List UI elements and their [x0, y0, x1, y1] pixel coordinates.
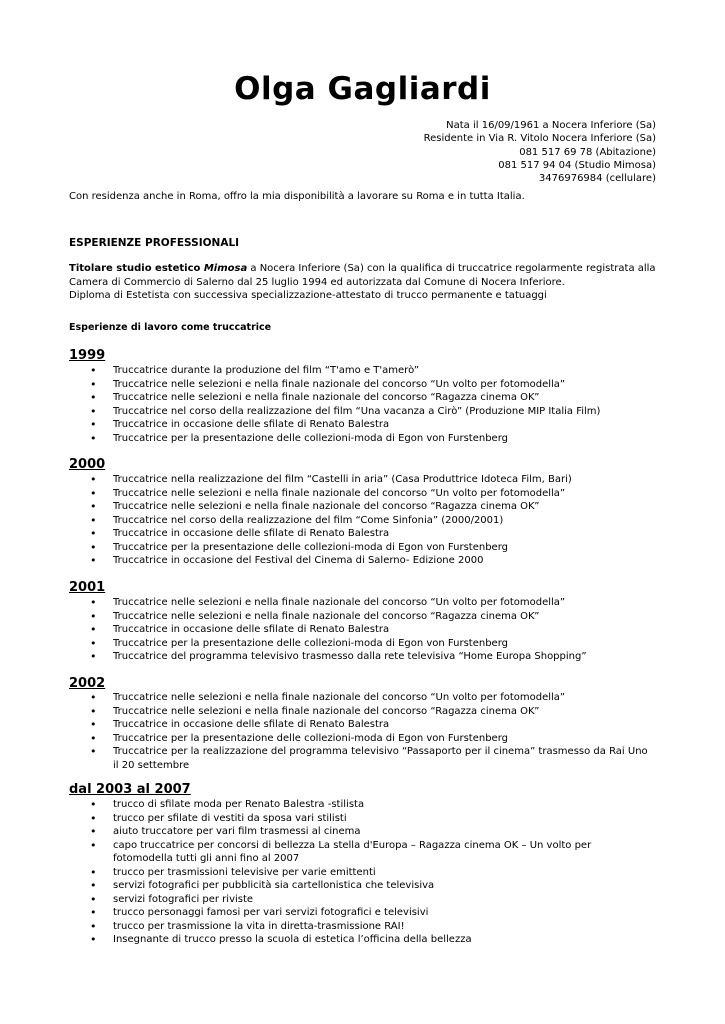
year-heading: 2001 [69, 580, 106, 595]
list-item-text: trucco di sfilate moda per Renato Balestra -stilista [113, 799, 365, 810]
list-item [90, 473, 653, 487]
list-item-text: Insegnante di trucco presso la scuola di estetica l’officina della bellezza [113, 934, 472, 945]
list-item [90, 513, 653, 528]
list-item-text: Truccatrice nelle selezioni e nella finale nazionale del concorso “Ragazza cinema OK” [113, 501, 540, 512]
list-item-text: Truccatrice per la presentazione delle collezioni-moda di Egon von Furstenberg [113, 637, 508, 649]
list-item [90, 636, 653, 651]
contact-block [424, 119, 656, 185]
list-item [90, 704, 653, 719]
bullet-icon: • [90, 865, 97, 879]
bullet-icon: • [90, 404, 97, 418]
bullet-icon: • [90, 473, 97, 486]
list-item [90, 838, 653, 866]
bullet-icon: • [90, 745, 97, 758]
mobile-phone: 3476976984 (cellulare) [538, 173, 656, 185]
list-item [90, 377, 653, 392]
bullet-icon: • [90, 540, 97, 554]
bullet-icon: • [90, 933, 97, 946]
bullet-icon: • [90, 691, 97, 704]
list-item-text: Truccatrice nel corso della realizzazione del film “Come Sinfonia” (2000/2001) [113, 514, 504, 526]
bullet-icon: • [90, 704, 97, 718]
bullet-icon: • [90, 418, 97, 431]
list-item [90, 431, 653, 446]
list-item [90, 650, 653, 664]
bullet-icon: • [90, 596, 97, 609]
birth-info: Nata il 16/09/1961 a Nocera Inferiore (Sa) [446, 120, 656, 131]
bullet-icon: • [90, 825, 97, 838]
list-item-text: Truccatrice durante la produzione del film “T'amo e T'amerò” [113, 365, 420, 376]
intro-text: a Nocera Inferiore (Sa) con la qualifica di truccatrice regolarmente registrata alla Camera di Commercio di Salerno dal 25 luglio 1994 ed autorizzata dal Comune di Nocera Inferiore. [69, 263, 656, 288]
bullet-icon: • [90, 513, 97, 527]
diploma-text: Diploma di Estetista con successiva specializzazione-attestato di trucco permanente e tatuaggi [69, 290, 547, 301]
list-item-text: Truccatrice per la realizzazione del programma televisivo “Passaporto per il cinema” trasmesso da Rai Uno il 20 settembre [113, 746, 648, 771]
list-item-text: Truccatrice per la presentazione delle collezioni-moda di Egon von Furstenberg [113, 732, 508, 744]
list-item [90, 486, 653, 501]
intro-paragraph [69, 262, 659, 303]
bullet-icon: • [90, 811, 97, 825]
bullet-icon: • [90, 527, 97, 540]
list-item [90, 798, 653, 812]
list-item [90, 825, 653, 839]
studio-phone: 081 517 94 04 (Studio Mimosa) [498, 159, 656, 171]
subsection-title: Esperienze di lavoro come truccatrice [69, 322, 272, 333]
list-item [90, 364, 653, 378]
experience-list [90, 473, 653, 568]
year-heading: 2002 [69, 676, 106, 691]
list-item-text: Truccatrice in occasione delle sfilate di Renato Balestra [113, 624, 390, 635]
bullet-icon: • [90, 838, 97, 852]
list-item [90, 718, 653, 732]
bullet-icon: • [90, 798, 97, 811]
bullet-icon: • [90, 500, 97, 513]
list-item [90, 404, 653, 419]
experience-list [90, 798, 653, 947]
intro-bold-prefix: Titolare studio estetico [69, 263, 204, 274]
bullet-icon: • [90, 364, 97, 377]
list-item [90, 623, 653, 637]
year-heading: 1999 [69, 348, 106, 363]
section-title: ESPERIENZE PROFESSIONALI [69, 237, 240, 249]
bullet-icon: • [90, 636, 97, 650]
bullet-icon: • [90, 391, 97, 404]
list-item [90, 418, 653, 432]
list-item [90, 391, 653, 405]
home-phone: 081 517 69 78 (Abitazione) [519, 146, 656, 158]
list-item-text: Truccatrice in occasione del Festival del Cinema di Salerno- Edizione 2000 [113, 555, 484, 566]
list-item [90, 731, 653, 746]
list-item-text: Truccatrice in occasione delle sfilate di Renato Balestra [113, 719, 390, 730]
list-item [90, 865, 653, 880]
list-item [90, 811, 653, 826]
bullet-icon: • [90, 879, 97, 892]
list-item-text: Truccatrice in occasione delle sfilate di Renato Balestra [113, 419, 390, 430]
bullet-icon: • [90, 731, 97, 745]
list-item-text: aiuto truccatore per vari film trasmessi al cinema [113, 826, 361, 837]
year-heading: 2000 [69, 457, 106, 472]
list-item [90, 500, 653, 514]
bullet-icon: • [90, 650, 97, 663]
list-item [90, 933, 653, 947]
bullet-icon: • [90, 377, 97, 391]
bullet-icon: • [90, 431, 97, 445]
list-item-text: Truccatrice in occasione delle sfilate di Renato Balestra [113, 528, 390, 539]
experience-list [90, 364, 653, 445]
bullet-icon: • [90, 892, 97, 906]
candidate-name: Olga Gagliardi [234, 71, 491, 107]
list-item [90, 554, 653, 568]
bullet-icon: • [90, 906, 97, 919]
year-heading: dal 2003 al 2007 [69, 782, 191, 797]
list-item [90, 596, 653, 610]
list-item-text: Truccatrice nelle selezioni e nella finale nazionale del concorso “Un volto per fotomodella” [113, 487, 566, 499]
list-item-text: Truccatrice nelle selezioni e nella finale nazionale del concorso “Un volto per fotomodella” [113, 692, 566, 703]
list-item-text: Truccatrice nel corso della realizzazione del film “Una vacanza a Cirò” (Produzione MIP Italia Film) [113, 405, 601, 417]
list-item [90, 745, 653, 772]
studio-name: Mimosa [203, 263, 248, 274]
list-item [90, 892, 653, 907]
list-item [90, 609, 653, 624]
list-item-text: trucco per trasmissioni televisive per varie emittenti [113, 866, 376, 878]
list-item [90, 691, 653, 705]
residence-info: Residente in Via R. Vitolo Nocera Inferiore (Sa) [423, 133, 656, 145]
bullet-icon: • [90, 609, 97, 623]
list-item-text: Truccatrice nelle selezioni e nella finale nazionale del concorso “Ragazza cinema OK” [113, 705, 540, 717]
bullet-icon: • [90, 554, 97, 567]
list-item-text: Truccatrice nelle selezioni e nella finale nazionale del concorso “Un volto per fotomodella” [113, 597, 566, 608]
availability-note: Con residenza anche in Roma, offro la mia disponibilità a lavorare su Roma e in tutta Italia. [69, 191, 525, 202]
list-item-text: Truccatrice per la presentazione delle collezioni-moda di Egon von Furstenberg [113, 541, 508, 553]
list-item-text: Truccatrice nella realizzazione del film “Castelli in aria” (Casa Produttrice Idoteca Film, Bari) [113, 474, 572, 485]
list-item-text: Truccatrice nelle selezioni e nella finale nazionale del concorso “Ragazza cinema OK” [113, 392, 540, 403]
list-item-text: Truccatrice nelle selezioni e nella finale nazionale del concorso “Ragazza cinema OK” [113, 610, 540, 622]
list-item [90, 919, 653, 934]
bullet-icon: • [90, 623, 97, 636]
list-item-text: servizi fotografici per riviste [113, 893, 254, 905]
list-item-text: Truccatrice per la presentazione delle collezioni-moda di Egon von Furstenberg [113, 432, 508, 444]
list-item-text: capo truccatrice per concorsi di bellezza La stella d'Europa – Ragazza cinema OK – Un volto per fotomodella tutti gli anni fino al 2007 [113, 839, 592, 864]
bullet-icon: • [90, 718, 97, 731]
list-item [90, 540, 653, 555]
list-item-text: Truccatrice nelle selezioni e nella finale nazionale del concorso “Un volto per fotomodella” [113, 378, 566, 390]
list-item-text: trucco per trasmissione la vita in diretta-trasmissione RAI! [113, 920, 405, 932]
list-item-text: trucco per sfilate di vestiti da sposa vari stilisti [113, 812, 347, 824]
experience-list [90, 596, 653, 664]
bullet-icon: • [90, 486, 97, 500]
list-item-text: trucco personaggi famosi per vari servizi fotografici e televisivi [113, 907, 429, 918]
list-item [90, 527, 653, 541]
experience-list [90, 691, 653, 772]
list-item-text: servizi fotografici per pubblicità sia cartellonistica che televisiva [113, 880, 435, 891]
list-item [90, 906, 653, 920]
bullet-icon: • [90, 919, 97, 933]
list-item-text: Truccatrice del programma televisivo trasmesso dalla rete televisiva “Home Europa Shopping” [113, 651, 587, 662]
list-item [90, 879, 653, 893]
